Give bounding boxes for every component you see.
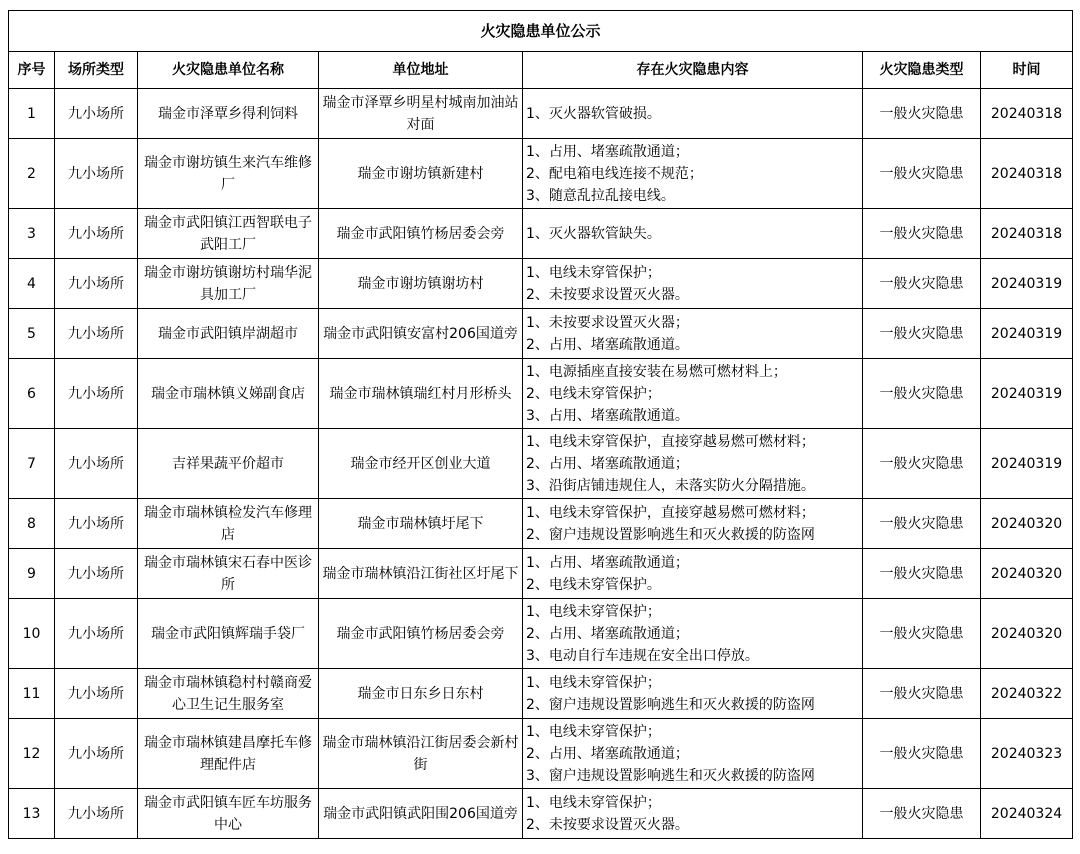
unit-name: 瑞金市瑞林镇检发汽车修理店	[138, 499, 319, 549]
hazard-issue-item: 1、电线未穿管保护，直接穿越易燃可燃材料；	[526, 504, 815, 521]
row-number: 4	[9, 259, 55, 309]
unit-address: 瑞金市日东乡日东村	[319, 669, 523, 719]
hazard-issues	[523, 139, 863, 209]
hazard-issue-item: 1、占用、堵塞疏散通道；	[526, 143, 689, 160]
header-unit-name: 火灾隐患单位名称	[138, 52, 319, 89]
unit-name: 瑞金市武阳镇岸湖超市	[138, 309, 319, 359]
unit-name: 瑞金市谢坊镇谢坊村瑞华泥具加工厂	[138, 259, 319, 309]
header-date: 时间	[981, 52, 1073, 89]
hazard-issues	[523, 359, 863, 429]
hazard-type: 一般火灾隐患	[863, 209, 981, 259]
hazard-type: 一般火灾隐患	[863, 259, 981, 309]
hazard-issue-item: 1、灭火器软管缺失。	[526, 225, 661, 242]
hazard-table	[8, 10, 1073, 839]
hazard-issue-item: 1、电线未穿管保护；	[526, 603, 661, 620]
hazard-type: 一般火灾隐患	[863, 549, 981, 599]
hazard-issues	[523, 89, 863, 139]
header-address: 单位地址	[319, 52, 523, 89]
hazard-type: 一般火灾隐患	[863, 719, 981, 789]
place-type: 九小场所	[55, 359, 138, 429]
row-number: 3	[9, 209, 55, 259]
hazard-issue-item: 2、占用、堵塞疏散通道；	[526, 455, 689, 472]
hazard-issue-item: 3、随意乱拉乱接电线。	[526, 187, 675, 204]
table-title: 火灾隐患单位公示	[9, 11, 1073, 52]
unit-name: 瑞金市瑞林镇义娣副食店	[138, 359, 319, 429]
hazard-issue-item: 2、占用、堵塞疏散通道；	[526, 625, 689, 642]
header-no: 序号	[9, 52, 55, 89]
row-number: 13	[9, 789, 55, 839]
unit-address: 瑞金市瑞林镇沿江街居委会新村街	[319, 719, 523, 789]
place-type: 九小场所	[55, 789, 138, 839]
place-type: 九小场所	[55, 309, 138, 359]
hazard-issue-item: 1、电线未穿管保护；	[526, 674, 661, 691]
hazard-issues	[523, 789, 863, 839]
hazard-issue-item: 2、未按要求设置灭火器。	[526, 286, 689, 303]
record-date: 20240319	[981, 359, 1073, 429]
hazard-issues	[523, 499, 863, 549]
unit-name: 瑞金市谢坊镇生来汽车维修厂	[138, 139, 319, 209]
hazard-issue-item: 2、电线未穿管保护。	[526, 576, 661, 593]
unit-address: 瑞金市泽覃乡明星村城南加油站对面	[319, 89, 523, 139]
table-row	[9, 89, 1073, 139]
hazard-type: 一般火灾隐患	[863, 669, 981, 719]
notice-document	[8, 10, 1072, 839]
table-row	[9, 719, 1073, 789]
unit-address: 瑞金市谢坊镇谢坊村	[319, 259, 523, 309]
table-row	[9, 139, 1073, 209]
place-type: 九小场所	[55, 499, 138, 549]
record-date: 20240319	[981, 429, 1073, 499]
hazard-issue-item: 2、配电箱电线连接不规范；	[526, 165, 703, 182]
hazard-issue-item: 1、灭火器软管破损。	[526, 105, 661, 122]
row-number: 8	[9, 499, 55, 549]
hazard-issue-item: 2、占用、堵塞疏散通道；	[526, 745, 689, 762]
hazard-issue-item: 2、窗户违规设置影响逃生和灭火救援的防盗网	[526, 696, 815, 713]
place-type: 九小场所	[55, 669, 138, 719]
hazard-issue-item: 1、电源插座直接安装在易燃可燃材料上；	[526, 363, 787, 380]
record-date: 20240318	[981, 209, 1073, 259]
table-row	[9, 789, 1073, 839]
unit-address: 瑞金市武阳镇武阳围206国道旁	[319, 789, 523, 839]
hazard-type: 一般火灾隐患	[863, 139, 981, 209]
hazard-issue-item: 3、窗户违规设置影响逃生和灭火救援的防盗网	[526, 767, 815, 784]
hazard-issue-item: 1、未按要求设置灭火器；	[526, 314, 689, 331]
hazard-type: 一般火灾隐患	[863, 429, 981, 499]
hazard-issue-item: 3、电动自行车违规在安全出口停放。	[526, 647, 759, 664]
table-row	[9, 209, 1073, 259]
unit-name: 瑞金市泽覃乡得利饲料	[138, 89, 319, 139]
hazard-issue-item: 1、电线未穿管保护；	[526, 723, 661, 740]
row-number: 6	[9, 359, 55, 429]
unit-name: 瑞金市瑞林镇宋石春中医诊所	[138, 549, 319, 599]
unit-address: 瑞金市经开区创业大道	[319, 429, 523, 499]
hazard-issues	[523, 599, 863, 669]
unit-name: 瑞金市武阳镇江西智联电子武阳工厂	[138, 209, 319, 259]
row-number: 10	[9, 599, 55, 669]
hazard-issues	[523, 309, 863, 359]
place-type: 九小场所	[55, 89, 138, 139]
unit-name: 瑞金市武阳镇车匠车坊服务中心	[138, 789, 319, 839]
unit-address: 瑞金市谢坊镇新建村	[319, 139, 523, 209]
record-date: 20240320	[981, 499, 1073, 549]
unit-address: 瑞金市武阳镇安富村206国道旁	[319, 309, 523, 359]
hazard-issues	[523, 669, 863, 719]
place-type: 九小场所	[55, 429, 138, 499]
header-place-type: 场所类型	[55, 52, 138, 89]
hazard-issue-item: 1、电线未穿管保护；	[526, 264, 661, 281]
table-row	[9, 599, 1073, 669]
unit-name: 吉祥果蔬平价超市	[138, 429, 319, 499]
record-date: 20240323	[981, 719, 1073, 789]
hazard-type: 一般火灾隐患	[863, 599, 981, 669]
hazard-issue-item: 2、电线未穿管保护；	[526, 385, 661, 402]
hazard-issue-item: 3、沿街店铺违规住人，未落实防火分隔措施。	[526, 477, 815, 494]
place-type: 九小场所	[55, 139, 138, 209]
table-row	[9, 259, 1073, 309]
hazard-issue-item: 1、占用、堵塞疏散通道；	[526, 554, 689, 571]
hazard-issues	[523, 549, 863, 599]
hazard-issue-item: 1、电线未穿管保护，直接穿越易燃可燃材料；	[526, 433, 815, 450]
row-number: 9	[9, 549, 55, 599]
header-hazard-type: 火灾隐患类型	[863, 52, 981, 89]
unit-address: 瑞金市瑞林镇圩尾下	[319, 499, 523, 549]
unit-address: 瑞金市武阳镇竹杨居委会旁	[319, 209, 523, 259]
hazard-issues	[523, 209, 863, 259]
hazard-type: 一般火灾隐患	[863, 499, 981, 549]
hazard-issue-item: 1、电线未穿管保护；	[526, 794, 661, 811]
hazard-issues	[523, 429, 863, 499]
row-number: 2	[9, 139, 55, 209]
row-number: 12	[9, 719, 55, 789]
row-number: 5	[9, 309, 55, 359]
hazard-type: 一般火灾隐患	[863, 359, 981, 429]
unit-name: 瑞金市武阳镇辉瑞手袋厂	[138, 599, 319, 669]
hazard-issue-item: 3、占用、堵塞疏散通道。	[526, 407, 689, 424]
table-row	[9, 669, 1073, 719]
record-date: 20240318	[981, 139, 1073, 209]
unit-address: 瑞金市瑞林镇沿江街社区圩尾下	[319, 549, 523, 599]
row-number: 7	[9, 429, 55, 499]
unit-name: 瑞金市瑞林镇稳村村赣商爱心卫生记生服务室	[138, 669, 319, 719]
record-date: 20240320	[981, 549, 1073, 599]
hazard-issues	[523, 719, 863, 789]
unit-address: 瑞金市武阳镇竹杨居委会旁	[319, 599, 523, 669]
record-date: 20240319	[981, 259, 1073, 309]
hazard-type: 一般火灾隐患	[863, 309, 981, 359]
table-row	[9, 499, 1073, 549]
table-row	[9, 309, 1073, 359]
record-date: 20240320	[981, 599, 1073, 669]
hazard-issue-item: 2、未按要求设置灭火器。	[526, 816, 689, 833]
place-type: 九小场所	[55, 259, 138, 309]
record-date: 20240318	[981, 89, 1073, 139]
hazard-issue-item: 2、窗户违规设置影响逃生和灭火救援的防盗网	[526, 526, 815, 543]
unit-name: 瑞金市瑞林镇建昌摩托车修理配件店	[138, 719, 319, 789]
place-type: 九小场所	[55, 599, 138, 669]
table-row	[9, 429, 1073, 499]
hazard-issue-item: 2、占用、堵塞疏散通道。	[526, 336, 689, 353]
record-date: 20240324	[981, 789, 1073, 839]
place-type: 九小场所	[55, 719, 138, 789]
unit-address: 瑞金市瑞林镇瑞红村月形桥头	[319, 359, 523, 429]
place-type: 九小场所	[55, 549, 138, 599]
hazard-type: 一般火灾隐患	[863, 89, 981, 139]
header-issues: 存在火灾隐患内容	[523, 52, 863, 89]
table-row	[9, 549, 1073, 599]
row-number: 1	[9, 89, 55, 139]
table-row	[9, 359, 1073, 429]
hazard-type: 一般火灾隐患	[863, 789, 981, 839]
record-date: 20240322	[981, 669, 1073, 719]
row-number: 11	[9, 669, 55, 719]
hazard-issues	[523, 259, 863, 309]
record-date: 20240319	[981, 309, 1073, 359]
header-row	[9, 52, 1073, 89]
place-type: 九小场所	[55, 209, 138, 259]
